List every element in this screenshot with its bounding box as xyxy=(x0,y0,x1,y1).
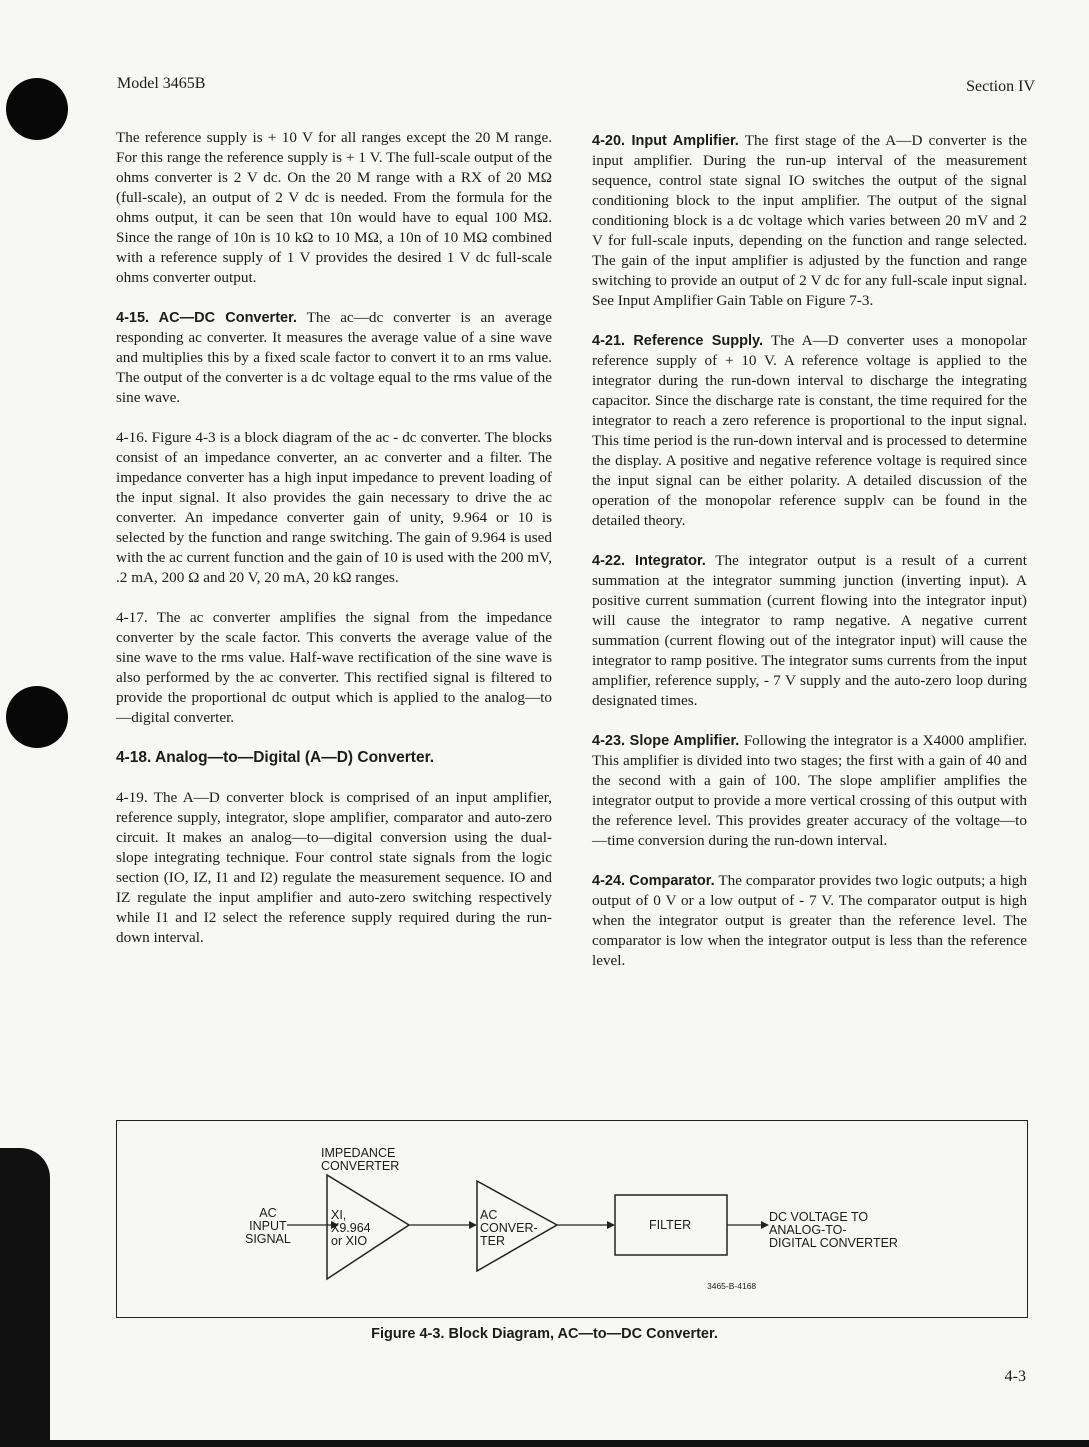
paragraph xyxy=(592,131,1027,311)
paragraph-text: The ac—dc converter is an average responding ac converter. It measures the average value of a sine wave and multiplies this by a fixed scale factor to convert it to an rms value. The output of the converter is a dc voltage equal to the rms value of the sine wave. xyxy=(116,309,552,406)
left-column xyxy=(116,128,552,968)
paragraph-heading: 4-21. Reference Supply. xyxy=(592,333,764,349)
header-section: Section IV xyxy=(966,78,1035,95)
paragraph xyxy=(592,871,1027,971)
paragraph-text: The integrator output is a result of a current summation at the integrator summing junction (inverting input). A positive current summation (current flowing into the integrator input) will cause the integrator to ramp negative. A negative current summation (current flowing out of the integrator input) will cause the integrator to ramp positive. The integrator sums currents from the input amplifier, reference supply, - 7 V supply and the auto-zero loop during designated times. xyxy=(592,552,1027,709)
drawing-number: 3465-B-4168 xyxy=(707,1281,757,1291)
ac-converter-label: AC CONVER- TER xyxy=(480,1208,538,1248)
impedance-converter-title: IMPEDANCE CONVERTER xyxy=(321,1146,400,1173)
paragraph xyxy=(116,428,552,588)
paragraph xyxy=(116,308,552,408)
output-label: DC VOLTAGE TO ANALOG-TO- DIGITAL CONVERTER xyxy=(769,1210,898,1250)
page-number: 4-3 xyxy=(1004,1368,1026,1385)
paragraph-text: 4-17. The ac converter amplifies the signal from the impedance converter by the scale factor. This converts the average value of the sine wave to the rms value. Half-wave rectification of the sine wave is also performed by the ac converter. This rectified signal is filtered to provide the proportional dc output which is applied to the analog—to—digital converter. xyxy=(116,609,552,726)
binding-edge xyxy=(0,1148,50,1447)
paragraph-text: The reference supply is + 10 V for all ranges except the 20 M range. For this range the reference supply is + 1 V. The full-scale output of the ohms converter is 2 V dc. On the 20 M range with a RX of 20 MΩ (full-scale), an output of 2 V dc is needed. From the formula for the ohms output, it can be seen that 10n would have to equal 100 MΩ. Since the range of 10n is 10 kΩ to 10 MΩ, a 10n of 10 MΩ combined with a reference supply of 1 V provides the desired 1 V dc full-scale ohms converter output. xyxy=(116,129,552,286)
paragraph-heading: 4-24. Comparator. xyxy=(592,873,715,889)
paragraph-text: Following the integrator is a X4000 amplifier. This amplifier is divided into two stages; the first with a gain of 40 and the second with a gain of 100. The slope amplifier amplifies the integrator output to provide a more vertical crossing of this output with the reference level. This provides greater accuracy of the voltage—to—time conversion during the run-down interval. xyxy=(592,732,1028,849)
paragraph-heading: 4-23. Slope Amplifier. xyxy=(592,733,740,749)
paragraph-heading: 4-15. AC—DC Converter. xyxy=(116,310,297,326)
paragraph-text: The A—D converter uses a monopolar reference supply of + 10 V. A reference voltage is applied to the integrator during the run-down interval to discharge the integrating capacitor. Since the discharge rate is constant, the time required for the integrator to reach a zero reference is proportional to the input signal. This time period is the run-down interval and is processed to determine the display. A positive and negative reference voltage is required since the input signal can be either polarity. A detailed discussion of the operation of the monopolar reference supplv can be found in the detailed theory. xyxy=(592,332,1027,529)
left-paragraphs xyxy=(116,128,552,728)
paragraph xyxy=(116,788,552,948)
input-label: AC INPUT SIGNAL xyxy=(245,1206,291,1246)
output-arrow-head xyxy=(761,1221,769,1229)
block-diagram xyxy=(116,1120,1028,1318)
paragraph-text: 4-19. The A—D converter block is comprised of an input amplifier, reference supply, integrator, slope amplifier, comparator and auto-zero circuit. It makes an analog—to—digital conversion using the dual-slope integrating technique. Four control state signals from the logic section (IO, IZ, I1 and I2) regulate the measurement sequence. IO and IZ regulate the input amplifier and auto-zero switching respectively while I1 and I2 select the reference supply required during the run-down interval. xyxy=(116,789,552,946)
paragraph xyxy=(592,331,1027,531)
filter-label: FILTER xyxy=(649,1218,692,1232)
left-paragraphs-after xyxy=(116,788,552,948)
section-heading: 4-18. Analog—to—Digital (A—D) Converter. xyxy=(116,749,435,766)
paragraph xyxy=(592,731,1027,851)
impedance-gain-label: XI, X9.964 or XIO xyxy=(331,1208,371,1248)
punch-hole-middle xyxy=(6,686,68,748)
right-column xyxy=(592,131,1027,991)
link-arrow-2-head xyxy=(607,1221,615,1229)
link-arrow-1-head xyxy=(469,1221,477,1229)
figure-caption: Figure 4-3. Block Diagram, AC—to—DC Converter. xyxy=(371,1326,718,1342)
paragraph-text: The first stage of the A—D converter is the input amplifier. During the run-up interval of the measurement sequence, control state signal IO switches the output of the signal conditioning block to the input amplifier. The output of the signal conditioning block is a dc voltage which varies between 20 mV and 2 V for full-scale inputs, depending on the function and range selected. The gain of the input amplifier is adjusted by the function and range switching to provide an output of 2 V dc for any full-scale input signal. See Input Amplifier Gain Table on Figure 7-3. xyxy=(592,132,1027,309)
paragraph-text: The comparator provides two logic outputs; a high output of 0 V or a low output of - 7 V. The comparator output is high when the integrator output is greater than the reference level. The comparator is low when the integrator output is less than the reference level. xyxy=(592,872,1027,969)
paragraph-text: 4-16. Figure 4-3 is a block diagram of the ac - dc converter. The blocks consist of an impedance converter, an ac converter and a filter. The impedance converter has a high input impedance to prevent loading of the input signal. It also provides the gain necessary to drive the ac converter. An impedance converter gain of unity, 9.964 or 10 is selected by the function and range switching. The gain of 9.964 is used with the ac current function and the gain of 10 is used with the 200 mV, .2 mA, 200 Ω and 20 V, 20 mA, 20 kΩ ranges. xyxy=(116,429,552,586)
paragraph-heading: 4-22. Integrator. xyxy=(592,553,706,569)
paragraph xyxy=(592,551,1027,711)
paragraph xyxy=(116,128,552,288)
punch-hole-top xyxy=(6,78,68,140)
bottom-edge xyxy=(0,1440,1089,1447)
paragraph xyxy=(116,608,552,728)
header-model: Model 3465B xyxy=(117,75,206,92)
paragraph-heading: 4-20. Input Amplifier. xyxy=(592,133,739,149)
